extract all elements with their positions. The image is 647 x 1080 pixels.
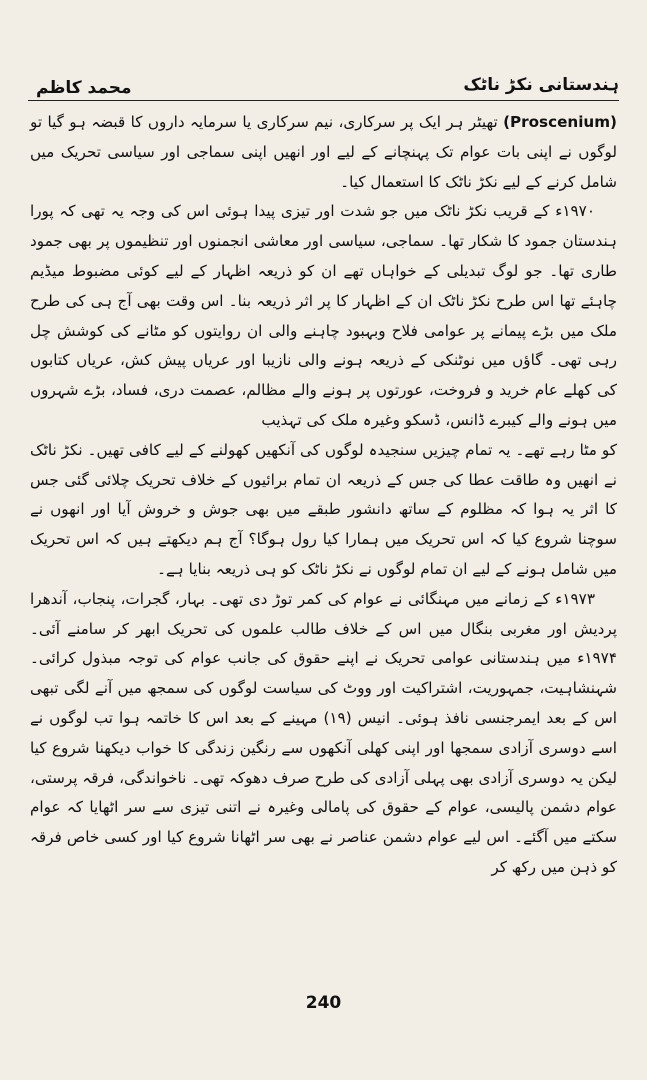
paragraph-text: کو مٹا رہے تھے۔ یہ تمام چیزیں سنجیدہ لوگوں کی آنکھیں کھولنے کے لیے کافی تھیں۔ نکڑ ناٹک نے انھیں وہ طاقت عطا کی جس کے ذریعہ ان تمام برائیوں کے خلاف تحریک چلائی گئی جس کا اثر یہ ہوا کہ مظلوم کے ساتھ دانشور طبقے میں بھی جوش و خروش آیا اور انھوں نے سوچنا شروع کیا کہ اس تحریک میں ہمارا کیا رول ہوگا؟ آج ہم دیکھتے ہیں کہ اس تحریک میں شامل ہونے کے لیے ان تمام لوگوں نے نکڑ ناٹک کو ہی ذریعہ بنایا ہے۔	[30, 440, 617, 578]
paragraph-text: تھیٹر ہر ایک پر سرکاری، نیم سرکاری یا سرمایہ داروں کا قبضہ ہو گیا تو لوگوں نے اپنی بات عوام تک پہنچانے کے لیے اور انھیں اپنی سماجی اور سیاسی تحریک میں شامل کرنے کے لیے نکڑ ناٹک کا استعمال کیا۔	[30, 113, 617, 191]
paragraph-3	[30, 436, 617, 585]
running-header	[28, 70, 619, 101]
paragraph-4	[30, 585, 617, 883]
paragraph-text: ۱۹۷۳ء کے زمانے میں مہنگائی نے عوام کی کمر توڑ دی تھی۔ بہار، گجرات، پنجاب، آندھرا پردیش اور مغربی بنگال میں اس کے خلاف طالب علموں کی تحریک ابھر کر سامنے آئی۔ ۱۹۷۴ء میں ہندستانی عوامی تحریک نے اپنے حقوق کی جانب عوام کی توجہ مبذول کرائی۔ شہنشاہیت، جمہوریت، اشتراکیت اور ووٹ کی سیاست لوگوں کی سمجھ میں آنے لگی تبھی اس کے بعد ایمرجنسی نافذ ہوئی۔ انیس (۱۹) مہینے کے بعد اس کا خاتمہ ہوا تب لوگوں نے اسے دوسری آزادی سمجھا اور اپنی کھلی آنکھوں سے رنگین زندگی کا خواب دیکھنا شروع کیا لیکن یہ دوسری آزادی بھی پہلی آزادی کی طرح صرف دھوکہ تھی۔ ناخواندگی، فرقہ پرستی، عوام دشمن پالیسی، عوام کے حقوق کی پامالی وغیرہ نے اتنی تیزی سے سر اٹھایا کہ عوام سکتے میں آگئے۔ اس لیے عوام دشمن عناصر نے بھی سر اٹھانا شروع کیا اور کسی خاص فرقہ کو ذہن میں رکھ کر	[30, 589, 617, 876]
paragraph-1	[30, 108, 617, 197]
book-title: ہندستانی نکڑ ناٹک	[463, 75, 619, 95]
proscenium-term: (Proscenium)	[503, 113, 617, 131]
paragraph-2	[30, 197, 617, 435]
author-name: محمد کاظم	[36, 78, 132, 98]
paragraph-text: ۱۹۷۰ء کے قریب نکڑ ناٹک میں جو شدت اور تیزی پیدا ہوئی اس کی وجہ یہ تھی کہ پورا ہندستان جمود کا شکار تھا۔ سماجی، سیاسی اور معاشی انجمنوں اور تنظیموں پر بھی جمود طاری تھا۔ جو لوگ تبدیلی کے خواہاں تھے ان کو ذریعہ اظہار کے لیے کوئی مضبوط میڈیم چاہئے تھا اس طرح نکڑ ناٹک ان کے اظہار کا پر اثر ذریعہ بنا۔ اس وقت بھی آج ہی کی طرح ملک میں بڑے پیمانے پر عوامی فلاح وبہبود چاہنے والی ان روایتوں کو مٹانے کی کوشش چل رہی تھی۔ گاؤں میں نوٹنکی کے ذریعہ ہونے والی نازیبا اور عریاں پیش کش، عریاں کتابوں کی کھلے عام خرید و فروخت، عورتوں پر ہونے والے مظالم، عصمت دری، فساد، بڑے شہروں میں ہونے والے کیبرے ڈانس، ڈسکو وغیرہ ملک کی تہذیب	[30, 202, 617, 429]
page-number: 240	[305, 993, 342, 1013]
body-text	[30, 108, 617, 883]
